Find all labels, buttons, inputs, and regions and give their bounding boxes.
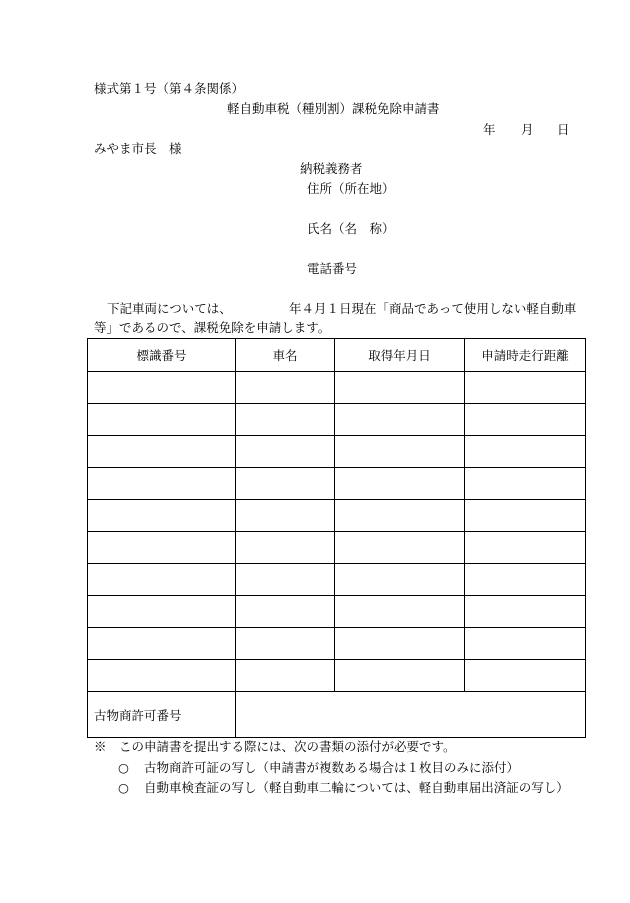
acquisition-date-cell[interactable] xyxy=(335,404,465,436)
vehicle-name-cell[interactable] xyxy=(236,660,335,692)
table-row xyxy=(88,404,586,436)
acquisition-date-cell[interactable] xyxy=(335,564,465,596)
table-row xyxy=(88,596,586,628)
table-row xyxy=(88,372,586,404)
statement-line1-a: 下記車両については、 xyxy=(107,301,232,316)
table-row xyxy=(88,468,586,500)
plate-number-cell[interactable] xyxy=(88,628,236,660)
mileage-cell[interactable] xyxy=(465,404,586,436)
mileage-cell[interactable] xyxy=(465,596,586,628)
plate-number-cell[interactable] xyxy=(88,660,236,692)
acquisition-date-cell[interactable] xyxy=(335,372,465,404)
bullet-circle-icon: ○ xyxy=(118,780,129,795)
acquisition-date-cell[interactable] xyxy=(335,628,465,660)
mileage-cell[interactable] xyxy=(465,468,586,500)
table-row xyxy=(88,532,586,564)
note-item xyxy=(118,762,519,775)
acquisition-date-cell[interactable] xyxy=(335,500,465,532)
plate-number-cell[interactable] xyxy=(88,436,236,468)
table-row xyxy=(88,628,586,660)
plate-number-cell[interactable] xyxy=(88,564,236,596)
notes-intro: ※ この申請書を提出する際には、次の書類の添付が必要です。 xyxy=(94,739,456,754)
mileage-cell[interactable] xyxy=(465,660,586,692)
acquisition-date-cell[interactable] xyxy=(335,436,465,468)
table-header-row xyxy=(88,339,586,372)
bullet-circle-icon: ○ xyxy=(118,760,129,775)
plate-number-cell[interactable] xyxy=(88,500,236,532)
mileage-cell[interactable] xyxy=(465,532,586,564)
acquisition-date-cell[interactable] xyxy=(335,532,465,564)
acquisition-date-cell[interactable] xyxy=(335,660,465,692)
vehicle-name-cell[interactable] xyxy=(236,500,335,532)
vehicle-name-cell[interactable] xyxy=(236,404,335,436)
header-plate-number: 標識番号 xyxy=(88,339,236,372)
vehicle-name-cell[interactable] xyxy=(236,468,335,500)
vehicle-name-cell[interactable] xyxy=(236,436,335,468)
date-month-label: 月 xyxy=(521,122,534,137)
table-row xyxy=(88,500,586,532)
note-item-text: 自動車検査証の写し（軽自動車二輪については、軽自動車届出済証の写し） xyxy=(144,780,569,795)
date-year-label: 年 xyxy=(483,122,496,137)
table-row xyxy=(88,660,586,692)
addressee: みやま市長 様 xyxy=(94,141,182,156)
vehicle-name-cell[interactable] xyxy=(236,596,335,628)
plate-number-cell[interactable] xyxy=(88,596,236,628)
vehicle-name-cell[interactable] xyxy=(236,564,335,596)
mileage-cell[interactable] xyxy=(465,436,586,468)
form-number: 様式第１号（第４条関係） xyxy=(94,81,245,96)
vehicle-name-cell[interactable] xyxy=(236,532,335,564)
plate-number-cell[interactable] xyxy=(88,404,236,436)
acquisition-date-cell[interactable] xyxy=(335,596,465,628)
header-acquisition-date: 取得年月日 xyxy=(335,339,465,372)
page-title: 軽自動車税（種別割）課税免除申請書 xyxy=(227,101,440,116)
license-number-cell[interactable] xyxy=(236,692,586,738)
mileage-cell[interactable] xyxy=(465,500,586,532)
plate-number-cell[interactable] xyxy=(88,468,236,500)
address-label: 住所（所在地） xyxy=(307,181,395,196)
mileage-cell[interactable] xyxy=(465,628,586,660)
license-row xyxy=(88,692,586,738)
statement-line2: 等」であるので、課税免除を申請します。 xyxy=(94,320,331,335)
mileage-cell[interactable] xyxy=(465,564,586,596)
table-row xyxy=(88,436,586,468)
note-item xyxy=(118,782,569,795)
vehicle-name-cell[interactable] xyxy=(236,628,335,660)
vehicle-table xyxy=(87,338,586,738)
statement-line1-b: 年４月１日現在「商品であって使用しない軽自動車 xyxy=(289,301,577,316)
license-label: 古物商許可番号 xyxy=(88,692,236,738)
note-item-text: 古物商許可証の写し（申請書が複数ある場合は１枚目のみに添付） xyxy=(144,760,520,775)
applicant-heading: 納税義務者 xyxy=(300,161,363,176)
mileage-cell[interactable] xyxy=(465,372,586,404)
vehicle-name-cell[interactable] xyxy=(236,372,335,404)
plate-number-cell[interactable] xyxy=(88,372,236,404)
phone-label: 電話番号 xyxy=(307,261,358,276)
plate-number-cell[interactable] xyxy=(88,532,236,564)
date-day-label: 日 xyxy=(557,122,570,137)
name-label: 氏名（名 称） xyxy=(307,221,395,236)
table-row xyxy=(88,564,586,596)
header-mileage: 申請時走行距離 xyxy=(465,339,586,372)
acquisition-date-cell[interactable] xyxy=(335,468,465,500)
header-vehicle-name: 車名 xyxy=(236,339,335,372)
